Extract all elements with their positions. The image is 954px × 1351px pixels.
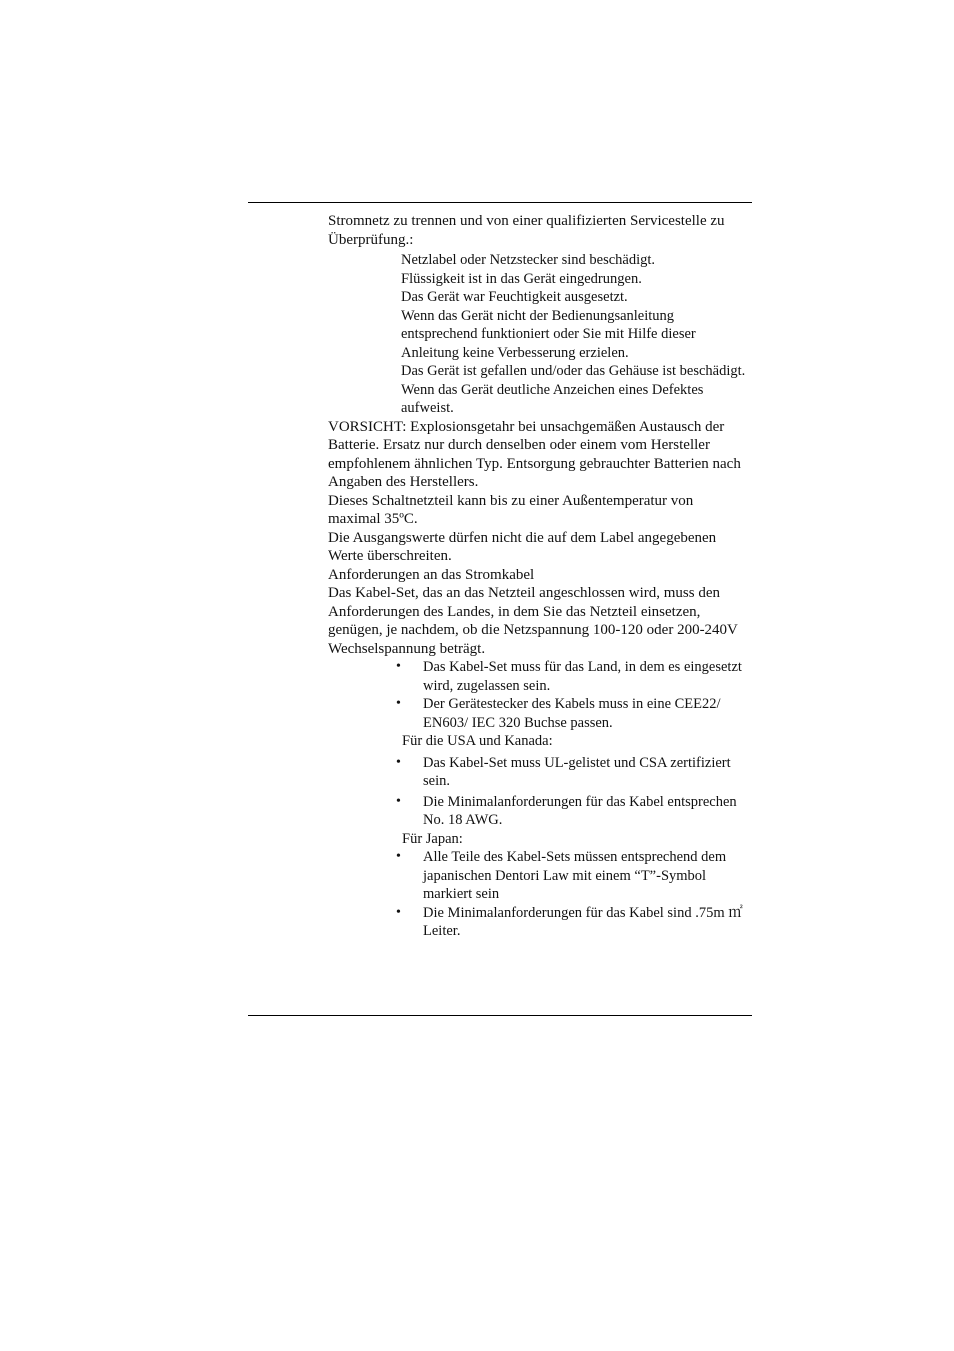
usa-canada-heading: Für die USA und Kanada: xyxy=(402,733,553,749)
list-item: • Die Minimalanforderungen für das Kabel entsprechen No. 18 AWG. xyxy=(396,793,737,828)
inspection-item: Wenn das Gerät nicht der Bedienungsanleitung entsprechend funktioniert oder Sie mit Hilfe dieser Anleitung keine Verbesserung erzielen. xyxy=(401,307,696,361)
intro-paragraph: Stromnetz zu trennen und von einer qualifizierten Servicestelle zu Überprüfung.: xyxy=(328,213,725,248)
inspection-item: Flüssigkeit ist in das Gerät eingedrungen. xyxy=(401,270,642,287)
bullet-icon: • xyxy=(396,696,401,711)
bullet-icon: • xyxy=(396,849,401,864)
power-cord-paragraph: Das Kabel-Set, das an das Netzteil angeschlossen wird, muss den Anforderungen des Landes, in dem Sie das Netzteil einsetzen, genügen, je nachdem, ob die Netzspannung 100-120 oder 200-240V Wechselspannung beträgt. xyxy=(328,585,738,657)
list-item: • Die Minimalanforderungen für das Kabel sind .75m ㎡ Leiter. xyxy=(396,904,743,939)
content-column xyxy=(328,212,748,941)
temperature-paragraph: Dieses Schaltnetzteil kann bis zu einer Außentemperatur von maximal 35ºC. xyxy=(328,492,694,527)
top-rule xyxy=(248,202,752,203)
bullet-icon: • xyxy=(396,904,401,920)
bullet-icon: • xyxy=(396,659,401,674)
caution-paragraph: VORSICHT: Explosionsgetahr bei unsachgemäßen Austausch der Batterie. Ersatz nur durch denselben oder einem vom Hersteller empfohlenem ähnlichen Typ. Entsorgung gebrauchter Batterien nach Angaben des Herstellers. xyxy=(328,418,741,490)
japan-cord-list xyxy=(328,848,748,941)
list-item: • Der Gerätestecker des Kabels muss in eine CEE22/ EN603/ IEC 320 Buchse passen. xyxy=(396,696,721,731)
general-cord-list xyxy=(328,658,748,732)
bullet-icon: • xyxy=(396,754,401,770)
list-item: • Alle Teile des Kabel-Sets müssen entsprechend dem japanischen Dentori Law mit einem “T”-Symbol markiert sein xyxy=(396,849,727,902)
output-values-paragraph: Die Ausgangswerte dürfen nicht die auf dem Label angegebenen Werte überschreiten. xyxy=(328,529,717,564)
bottom-rule xyxy=(248,1015,752,1016)
list-item: • Das Kabel-Set muss für das Land, in dem es eingesetzt wird, zugelassen sein. xyxy=(396,659,742,694)
power-cord-heading: Anforderungen an das Stromkabel xyxy=(328,566,535,583)
inspection-item: Wenn das Gerät deutliche Anzeichen eines Defektes aufweist. xyxy=(401,381,704,416)
inspection-item: Das Gerät ist gefallen und/oder das Gehäuse ist beschädigt. xyxy=(401,363,746,379)
inspection-item: Das Gerät war Feuchtigkeit ausgesetzt. xyxy=(401,289,628,305)
inspection-list xyxy=(401,251,748,418)
inspection-item: Netzlabel oder Netzstecker sind beschädigt. xyxy=(401,252,656,268)
japan-heading: Für Japan: xyxy=(402,830,463,847)
bullet-icon: • xyxy=(396,793,401,809)
usa-cord-list xyxy=(328,754,748,830)
list-item: • Das Kabel-Set muss UL-gelistet und CSA zertifiziert sein. xyxy=(396,754,731,789)
